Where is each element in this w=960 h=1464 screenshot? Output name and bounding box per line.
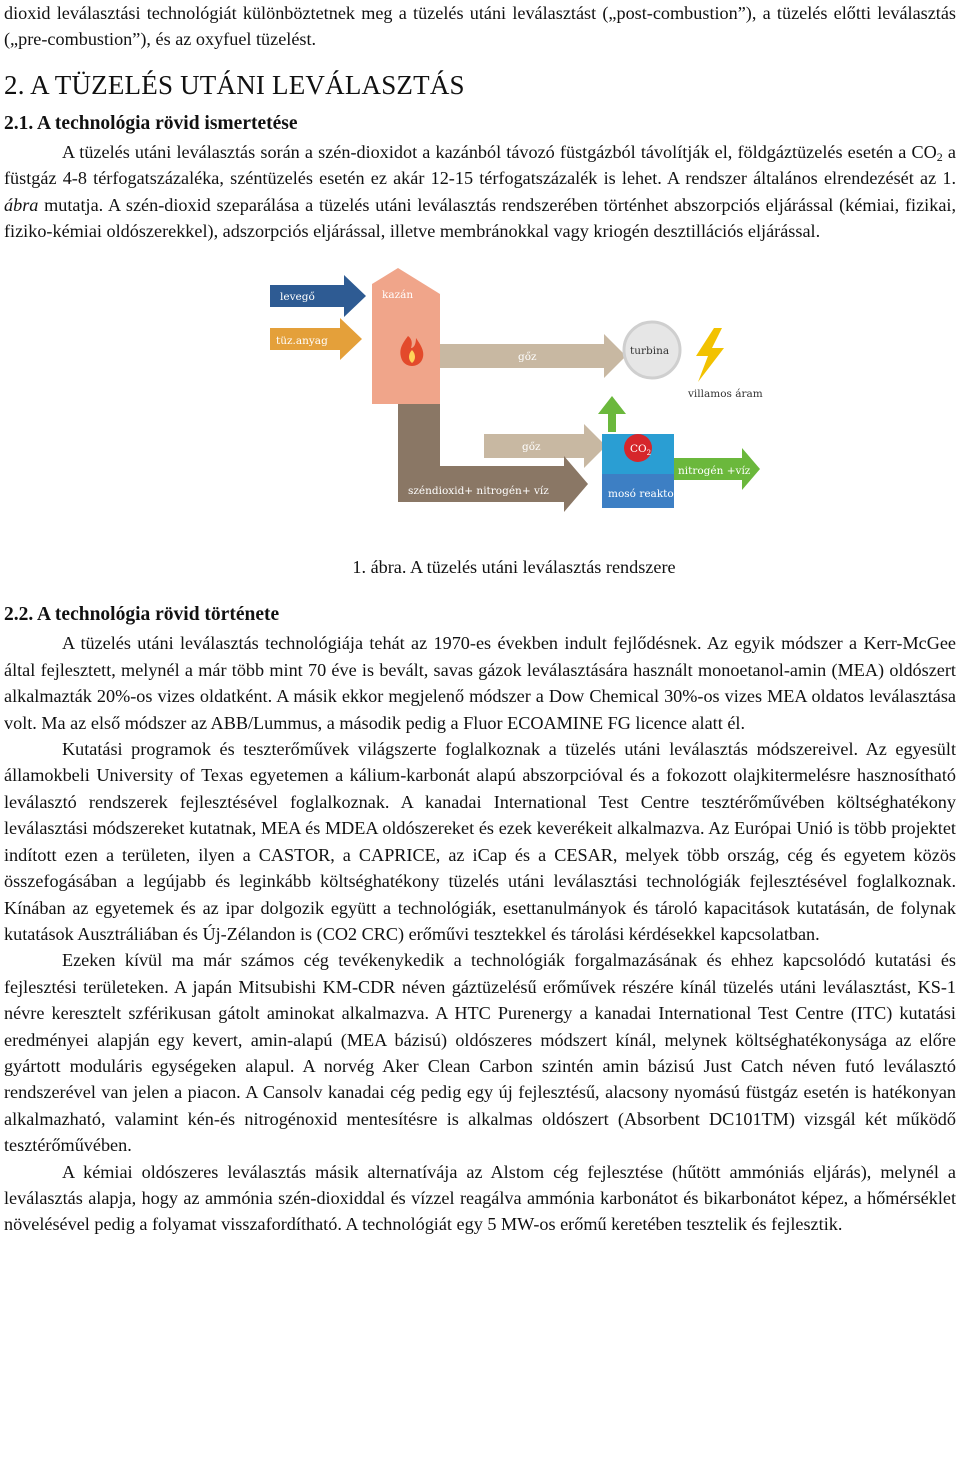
figure-1-diagram	[4, 264, 956, 554]
outflow-label: nitrogén +víz	[678, 465, 751, 478]
paragraph-history-3: Ezeken kívül ma már számos cég tevékenykedik a technológiák forgalmazásának és ehhez kapcsolódó kutatási és fejlesztési területeken. A japán Mitsubishi KM-CDR néven gáztüzelésű erőművek részére kínál tüzelés utáni leválasztást, KS-1 névre keresztelt szférikusan gátolt aminokat alkalmazva. A HTC Purenergy a kanadai International Test Centre (ITC) kutatási eredményei alapján egy kevert, amin-alapú (MEA bázisú) oldószeres módszert kínál, melynek költséghatékonysága az előre gyártott moduláris egységeken alapul. A norvég Aker Clean Carbon szintén amin bázisú Just Catch néven futó leválasztó rendszerével van jelen a piacon. A Cansolv kanadai cég pedig egy új fejlesztésű, alacsony nyomású füstgáz esetén is hatékonyan alkalmazható, valamint kén-és nitrogénoxid mentesítésre is alkalmas oldószert (Absorbent DC101TM) vizsgál két működő tesztérőművében.	[4, 950, 956, 1156]
text-run: A tüzelés utáni leválasztás során a szén-dioxidot a kazánból távozó füstgázból távolítják el, földgáztüzelés esetén a CO	[62, 141, 937, 162]
co2-out-arrow	[598, 396, 626, 432]
intro-paragraph: dioxid leválasztási technológiát különböztetnek meg a tüzelés utáni leválasztást („post-combustion”), a tüzelés előtti leválasztás („pre-combustion”), és az oxyfuel tüzelést.	[4, 3, 956, 50]
text-run: a füstgáz 4-8 térfogatszázaléka, széntüzelés esetén ez akár 12-15 térfogatszázalék is lehet. A rendszer általános elrendezését az 1.	[4, 141, 956, 189]
turbine-label: turbina	[630, 345, 670, 358]
text-run: mutatja. A szén-dioxid szeparálása a tüzelés utáni leválasztás rendszerében történhet abszorpciós eljárással (kémiai, fizikai, fiziko-kémiai oldószerekkel), adszorpciós eljárással, illetve membránokkal vagy kriogén desztillációs eljárással.	[4, 194, 956, 242]
co2-subscript: 2	[936, 149, 943, 164]
lightning-icon	[696, 328, 724, 382]
electricity-label: villamos áram	[688, 388, 763, 401]
steam-flow-bottom	[484, 424, 606, 468]
co2-sub-text: 2	[646, 449, 652, 458]
document-page	[4, 0, 956, 1238]
paragraph-history-1: A tüzelés utáni leválasztás technológiája tehát az 1970-es években indult fejlődésnek. Az egyik módszer a Kerr-McGee által fejlesztett, melynél a már több mint 70 éve is bevált, savas gázok leválasztására használt monoetanol-amin (MEA) oldószert alkalmazták 20%-os vizes oldatként. A másik ekkor megjelenő módszer a Dow Chemical 30%-os vizes MEA oldatos leválasztása volt. Ma az első módszer az ABB/Lummus, a második pedig a Fluor ECOAMINE FG licence alatt él.	[4, 633, 956, 733]
co2-text: CO	[630, 443, 647, 456]
fuel-label: tüz.anyag	[276, 335, 328, 348]
figure-caption: 1. ábra. A tüzelés utáni leválasztás rendszere	[352, 557, 676, 578]
figure-reference: ábra	[4, 194, 39, 215]
steam-top-label: gőz	[518, 351, 537, 364]
air-label: levegő	[280, 291, 315, 304]
boiler-label: kazán	[382, 289, 414, 302]
subsection-heading-2-1: 2.1. A technológia rövid ismertetése	[4, 112, 298, 134]
flue-label: széndioxid+ nitrogén+ víz	[408, 485, 549, 498]
subsection-heading-2-2: 2.2. A technológia rövid története	[4, 604, 280, 626]
section-heading: 2. A TÜZELÉS UTÁNI LEVÁLASZTÁS	[4, 69, 465, 100]
process-diagram	[4, 264, 956, 554]
scrubber-label: mosó reaktor	[608, 488, 679, 501]
paragraph-history-2: Kutatási programok és teszterőművek világszerte foglalkoznak a tüzelés utáni leválasztás módszereivel. Az egyesült államokbeli University of Texas egyetemen a kálium-karbonát alapú abszorpcióval és a fokozott olajkitermelésre hasznosítható leválasztó rendszerek fejlesztésével foglalkoznak. A kanadai International Test Centre tesztérőművében költséghatékony leválasztási módszereket kutatnak, MEA és MDEA oldószereket és ezek keverékeit alkalmazva. Az Európai Unió is több projektet indított ezen a területen, ilyen a CASTOR, a CAPRICE, az iCap és a CESAR, melyek több ország, cég és egyetem közös összefogásában a legújabb és leginkább költséghatékony tüzelés utáni leválasztási technológiák fejlesztésével foglalkoznak. Kínában az egyetemek és az ipar dolgozik együtt a technológiák, esettanulmányok és tároló kapacitások kutatásán, de folynak kutatások Ausztráliában és Új-Zélandon is (CO2 CRC) erőművi tesztekkel és tárolási kérdésekkel kapcsolatban.	[4, 739, 956, 944]
paragraph-technology-overview	[4, 139, 956, 245]
steam-bottom-label: gőz	[522, 441, 541, 454]
paragraph-history-4: A kémiai oldószeres leválasztás másik alternatívája az Alstom cég fejlesztése (hűtött ammóniás eljárás), melynél a leválasztás alapja, hogy az ammónia szén-dioxiddal és vízzel reagálva ammónia karbonátot és bikarbonátot képez, a hőmérséklet növelésével pedig a folyamat visszafordítható. A technológiát egy 5 MW-os erőmű keretében tesztelik és fejlesztik.	[4, 1161, 956, 1235]
